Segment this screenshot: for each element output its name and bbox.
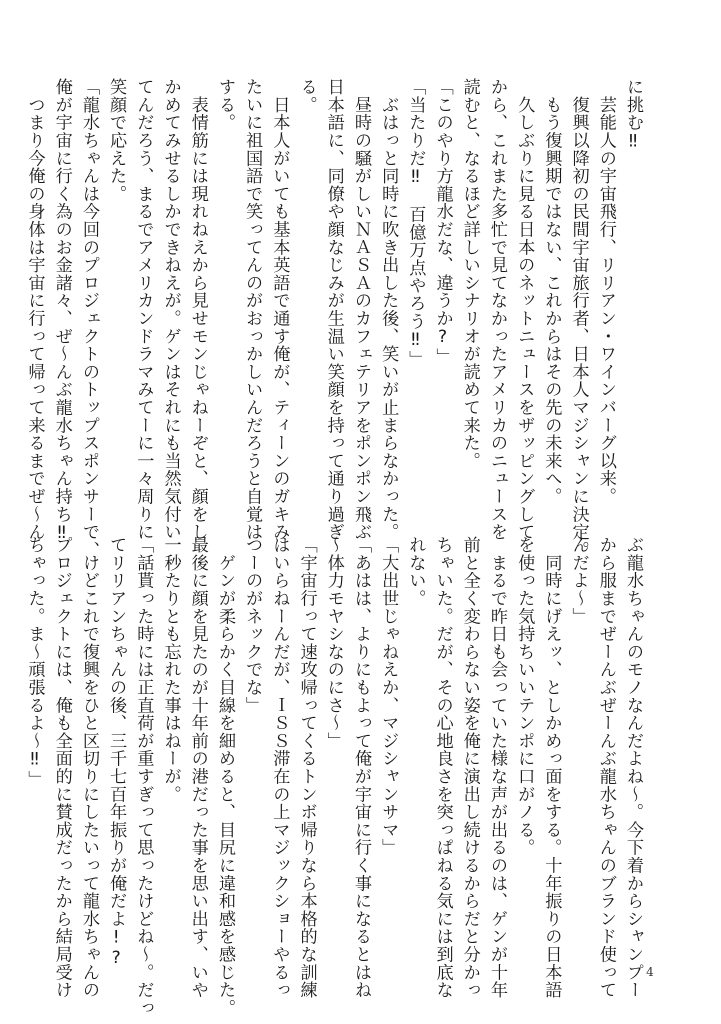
upper-text-line: から、これまた多忙で見てなかったアメリカのニュースを bbox=[486, 78, 507, 541]
lower-text-line: 一秒たりとも忘れた事はねーが。 bbox=[160, 536, 181, 803]
lower-text-line: はいらねーんだが、ＩＳＳ滞在の上マジックショーやるっ bbox=[269, 536, 290, 999]
lower-text-line: から服までぜーんぶぜーんぶ龍水ちゃんのブランド使って bbox=[595, 536, 616, 999]
upper-text-line: たいに祖国語で笑ってんのがおっかしいんだろうと自覚は bbox=[242, 78, 263, 541]
upper-text-line: 芸能人の宇宙飛行、リリアン・ワインバーグ以来。 bbox=[595, 78, 616, 506]
upper-text-line: 「当たりだ‼ 百億万点やろう‼」 bbox=[405, 78, 426, 369]
upper-text-line: ぶはっと同時に吹き出した後、笑いが止まらなかった。 bbox=[378, 78, 399, 541]
lower-text-line: 最後に顔を見たのが十年前の港だった事を思い出す、いや bbox=[187, 536, 208, 999]
upper-text-line: 「龍水ちゃんは今回のプロジェクトのトップスポンサーで、 bbox=[78, 78, 99, 559]
upper-text-line: する。 bbox=[214, 78, 235, 132]
page-number: 4 bbox=[646, 965, 654, 979]
lower-text-line: ゲンが柔らかく目線を細めると、目尻に違和感を感じた。 bbox=[214, 536, 235, 1017]
lower-text-block bbox=[24, 536, 646, 1017]
upper-text-line: に挑む‼ bbox=[623, 78, 643, 152]
upper-text-line: つまり今俺の身体は宇宙に行って帰って来るまでぜ〜ん bbox=[24, 78, 45, 541]
upper-text-line: 復興以降初の民間宇宙旅行者、日本人マジシャンに決定。 bbox=[568, 78, 589, 559]
lower-text-line: けどこれで復興をひと区切りにしたいって龍水ちゃんの bbox=[78, 536, 99, 999]
upper-text-line: てんだろう、まるでアメリカンドラマみてーに一々周りに bbox=[133, 78, 154, 541]
lower-text-line: つーのがネックでな」 bbox=[242, 536, 263, 714]
lower-text-line: 〜体力モヤシなのにさ〜」 bbox=[323, 536, 344, 750]
upper-text-line: 日本語に、同僚や顔なじみが生温い笑顔を持って通り過ぎ bbox=[323, 78, 344, 541]
upper-text-line: 読むと、なるほど詳しいシナリオが読めて来た。 bbox=[459, 78, 480, 470]
upper-text-block bbox=[24, 78, 646, 559]
lower-text-line: 同時にげえッ、としかめっ面をする。十年振りの日本語 bbox=[541, 536, 562, 999]
upper-text-line: 俺が宇宙に行く為のお金諸々、ぜ〜んぶ龍水ちゃん持ち‼ bbox=[51, 78, 72, 544]
lower-text-line: てリリアンちゃんの後、三千七百年振りが俺だよ!? bbox=[106, 536, 127, 969]
lower-text-line: まるで昨日も会っていた様な声が出るのは、ゲンが十年 bbox=[486, 536, 507, 999]
lower-text-line: 「大出世じゃねえか、マジシャンサマ」 bbox=[378, 536, 399, 857]
upper-text-line: 日本人がいても基本英語で通す俺が、ティーンのガキみ bbox=[269, 78, 290, 541]
upper-text-line: 笑顔で応えた。 bbox=[106, 78, 127, 203]
upper-text-line: 昼時の騒がしいＮＡＳＡのカフェテリアをポンポン飛ぶ bbox=[350, 78, 371, 541]
lower-text-line: れない。 bbox=[405, 536, 426, 608]
lower-text-line: 「宇宙行って速攻帰ってくるトンボ帰りなら本格的な訓練 bbox=[296, 536, 317, 999]
upper-text-line: 表情筋には現れねえから見せモンじゃねーぞと、顔をし bbox=[187, 78, 208, 541]
upper-text-line: 「このやり方龍水だな、違うか?」 bbox=[432, 78, 453, 366]
lower-text-line: ぶ龍水ちゃんのモノなんだよね〜。今下着からシャンプー bbox=[623, 536, 643, 999]
lower-text-line: ちゃった。ま〜頑張るよ〜‼」 bbox=[24, 536, 45, 788]
lower-text-line: 「あはは、よりにもよって俺が宇宙に行く事になるとはね bbox=[350, 536, 371, 999]
lower-text-line: プロジェクトには、俺も全面的に賛成だったから結局受け bbox=[51, 536, 72, 999]
lower-text-line: ちゃいた。だが、その心地良さを突っぱねる気には到底な bbox=[432, 536, 453, 999]
upper-text-line: かめてみせるしかできねえが。ゲンはそれにも当然気付い bbox=[160, 78, 181, 541]
upper-text-line: る。 bbox=[296, 78, 317, 114]
lower-text-line: を使った気持ちいいテンポに口がノる。 bbox=[514, 536, 535, 857]
lower-text-line: んだよ〜」 bbox=[568, 536, 589, 625]
upper-text-line: もう復興期ではない、これからはその先の未来へ。 bbox=[541, 78, 562, 506]
upper-text-line: 久しぶりに見る日本のネットニュースをザッピングして bbox=[514, 78, 535, 541]
lower-text-line: 前と全く変わらない姿を俺に演出し続けるからだと分かっ bbox=[459, 536, 480, 999]
lower-text-line: 「話貰った時には正直荷が重すぎって思ったけどね〜。だっ bbox=[133, 536, 154, 1017]
